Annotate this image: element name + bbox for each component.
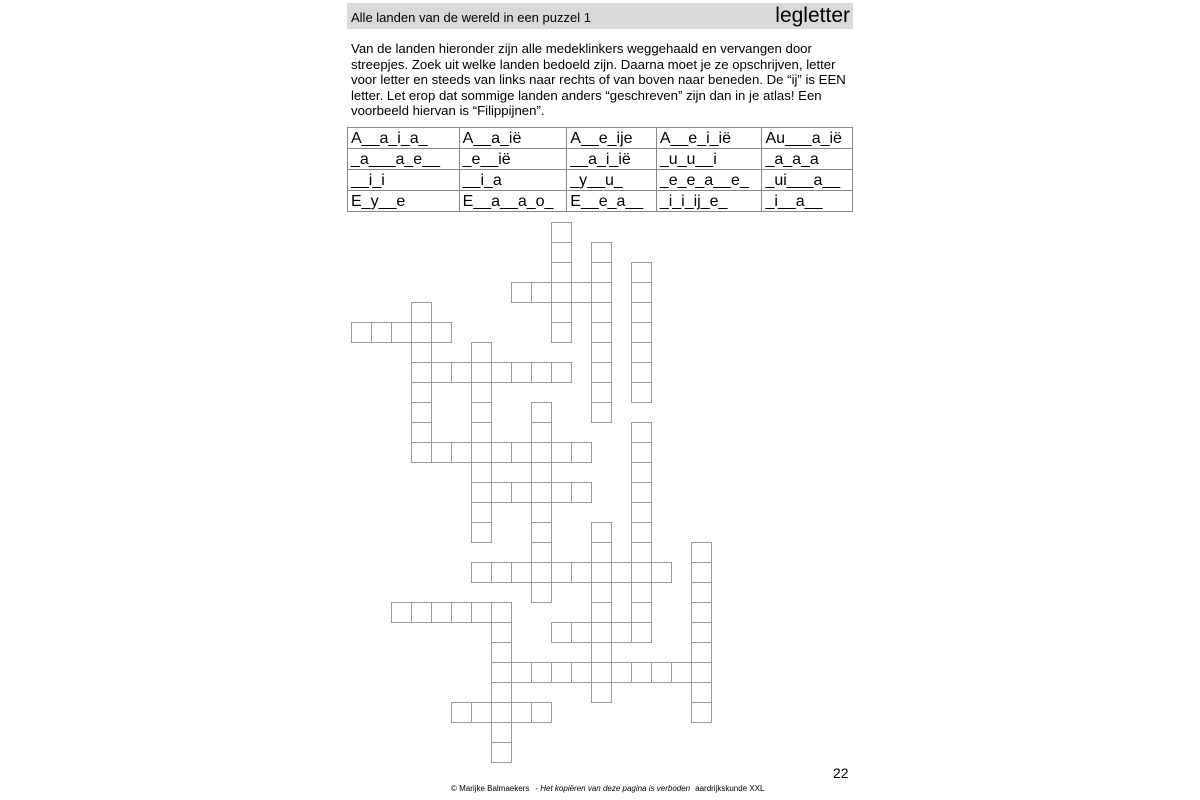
page-header — [347, 3, 853, 29]
crossword-cell[interactable] — [591, 282, 612, 303]
crossword-cell[interactable] — [591, 662, 612, 683]
crossword-cell[interactable] — [611, 622, 632, 643]
crossword-cell[interactable] — [631, 602, 652, 623]
crossword-cell[interactable] — [591, 342, 612, 363]
crossword-cell[interactable] — [591, 322, 612, 343]
crossword-cell[interactable] — [551, 262, 572, 283]
crossword-cell[interactable] — [491, 722, 512, 743]
clue-cell: _u_u__i — [656, 149, 762, 170]
clue-cell: _a_a_a — [762, 149, 853, 170]
page-number: 22 — [833, 765, 849, 781]
crossword-cell[interactable] — [531, 502, 552, 523]
copyright-text: © Marijke Balmaekers — [451, 784, 530, 793]
crossword-cell[interactable] — [431, 602, 452, 623]
clue-cell: _a___a_e__ — [348, 149, 460, 170]
clue-cell: _ui___a__ — [762, 170, 853, 191]
crossword-cell[interactable] — [631, 522, 652, 543]
crossword-cell[interactable] — [551, 442, 572, 463]
crossword-cell[interactable] — [491, 682, 512, 703]
crossword-cell[interactable] — [591, 382, 612, 403]
crossword-cell[interactable] — [471, 502, 492, 523]
crossword-cell[interactable] — [411, 602, 432, 623]
crossword-cell[interactable] — [591, 582, 612, 603]
crossword-cell[interactable] — [651, 562, 672, 583]
clue-cell: A__a_i_a_ — [348, 128, 460, 149]
crossword-cell[interactable] — [691, 642, 712, 663]
clue-cell: _i__a__ — [762, 191, 853, 212]
crossword-cell[interactable] — [551, 622, 572, 643]
crossword-cell[interactable] — [691, 682, 712, 703]
crossword-cell[interactable] — [571, 442, 592, 463]
crossword-cell[interactable] — [411, 442, 432, 463]
crossword-cell[interactable] — [631, 302, 652, 323]
crossword-cell[interactable] — [591, 242, 612, 263]
crossword-cell[interactable] — [431, 362, 452, 383]
crossword-cell[interactable] — [591, 562, 612, 583]
crossword-cell[interactable] — [451, 602, 472, 623]
clue-cell: _y__u_ — [567, 170, 657, 191]
crossword-cell[interactable] — [571, 282, 592, 303]
crossword-cell[interactable] — [691, 602, 712, 623]
clue-cell: E__e_a__ — [567, 191, 657, 212]
crossword-cell[interactable] — [471, 342, 492, 363]
crossword-cell[interactable] — [571, 562, 592, 583]
crossword-cell[interactable] — [451, 362, 472, 383]
crossword-cell[interactable] — [551, 362, 572, 383]
crossword-cell[interactable] — [491, 622, 512, 643]
crossword-cell[interactable] — [591, 362, 612, 383]
crossword-cell[interactable] — [491, 742, 512, 763]
crossword-cell[interactable] — [351, 322, 372, 343]
crossword-cell[interactable] — [531, 582, 552, 603]
crossword-cell[interactable] — [591, 522, 612, 543]
crossword-cell[interactable] — [631, 422, 652, 443]
crossword-cell[interactable] — [571, 662, 592, 683]
crossword-cell[interactable] — [471, 362, 492, 383]
crossword-cell[interactable] — [591, 542, 612, 563]
crossword-cell[interactable] — [511, 662, 532, 683]
crossword-cell[interactable] — [611, 562, 632, 583]
crossword-cell[interactable] — [511, 442, 532, 463]
crossword-cell[interactable] — [411, 422, 432, 443]
crossword-cell[interactable] — [551, 302, 572, 323]
crossword-cell[interactable] — [551, 222, 572, 243]
crossword-cell[interactable] — [571, 482, 592, 503]
clue-cell: E_y__e — [348, 191, 460, 212]
clue-cell: __i_a — [459, 170, 567, 191]
crossword-cell[interactable] — [411, 302, 432, 323]
crossword-cell[interactable] — [551, 662, 572, 683]
crossword-cell[interactable] — [531, 462, 552, 483]
crossword-cell[interactable] — [451, 442, 472, 463]
crossword-cell[interactable] — [531, 442, 552, 463]
crossword-cell[interactable] — [691, 582, 712, 603]
crossword-cell[interactable] — [491, 362, 512, 383]
crossword-cell[interactable] — [471, 462, 492, 483]
instructions-text: Van de landen hieronder zijn alle medeklinkers weggehaald en vervangen door streepjes. Zoek uit welke landen bedoeld zijn. Daarna moet je ze opschrijven, letter voor letter en steeds van links naar rechts of van boven naar beneden. De “ij” is EEN letter. Let erop dat sommige landen anders “geschreven” zijn dan in je atlas! Een voorbeeld hiervan is “Filippijnen”. — [351, 41, 846, 119]
clue-cell: _i_i_ij_e_ — [656, 191, 762, 212]
brand-label: legletter — [775, 4, 850, 27]
crossword-cell[interactable] — [511, 562, 532, 583]
crossword-cell[interactable] — [691, 702, 712, 723]
clue-cell: __i_i — [348, 170, 460, 191]
crossword-cell[interactable] — [531, 422, 552, 443]
crossword-cell[interactable] — [551, 242, 572, 263]
crossword-cell[interactable] — [511, 702, 532, 723]
crossword-cell[interactable] — [551, 562, 572, 583]
crossword-cell[interactable] — [551, 282, 572, 303]
crossword-cell[interactable] — [611, 662, 632, 683]
crossword-cell[interactable] — [691, 662, 712, 683]
crossword-cell[interactable] — [591, 602, 612, 623]
crossword-cell[interactable] — [471, 382, 492, 403]
copy-notice: - Het kopiëren van deze pagina is verboden — [535, 784, 691, 793]
crossword-cell[interactable] — [531, 702, 552, 723]
crossword-cell[interactable] — [391, 322, 412, 343]
crossword-cell[interactable] — [631, 662, 652, 683]
crossword-cell[interactable] — [531, 482, 552, 503]
crossword-cell[interactable] — [631, 342, 652, 363]
crossword-cell[interactable] — [591, 402, 612, 423]
crossword-cell[interactable] — [591, 622, 612, 643]
clue-row — [348, 149, 853, 170]
crossword-cell[interactable] — [551, 322, 572, 343]
crossword-cell[interactable] — [411, 362, 432, 383]
crossword-cell[interactable] — [631, 442, 652, 463]
crossword-cell[interactable] — [551, 482, 572, 503]
clue-table — [347, 127, 853, 212]
crossword-cell[interactable] — [531, 522, 552, 543]
crossword-cell[interactable] — [491, 702, 512, 723]
crossword-cell[interactable] — [411, 342, 432, 363]
crossword-cell[interactable] — [631, 582, 652, 603]
clue-cell: A__e_i_ië — [656, 128, 762, 149]
crossword-cell[interactable] — [631, 482, 652, 503]
clue-cell: A__a_ië — [459, 128, 567, 149]
clue-row — [348, 191, 853, 212]
crossword-cell[interactable] — [491, 662, 512, 683]
crossword-cell[interactable] — [631, 322, 652, 343]
worksheet-title: Alle landen van de wereld in een puzzel 1 — [351, 10, 591, 25]
crossword-cell[interactable] — [431, 442, 452, 463]
crossword-cell[interactable] — [631, 382, 652, 403]
crossword-cell[interactable] — [431, 322, 452, 343]
crossword-cell[interactable] — [491, 562, 512, 583]
crossword-cell[interactable] — [471, 422, 492, 443]
crossword-cell[interactable] — [471, 442, 492, 463]
crossword-cell[interactable] — [391, 602, 412, 623]
crossword-cell[interactable] — [631, 542, 652, 563]
crossword-cell[interactable] — [631, 562, 652, 583]
clue-row — [348, 170, 853, 191]
crossword-cell[interactable] — [591, 642, 612, 663]
crossword-cell[interactable] — [651, 662, 672, 683]
crossword-cell[interactable] — [491, 482, 512, 503]
crossword-cell[interactable] — [471, 702, 492, 723]
crossword-cell[interactable] — [531, 402, 552, 423]
crossword-cell[interactable] — [451, 702, 472, 723]
crossword-cell[interactable] — [471, 602, 492, 623]
crossword-cell[interactable] — [671, 662, 692, 683]
crossword-cell[interactable] — [631, 502, 652, 523]
crossword-cell[interactable] — [471, 562, 492, 583]
crossword-cell[interactable] — [491, 642, 512, 663]
clue-cell: __a_i_ië — [567, 149, 657, 170]
crossword-cell[interactable] — [531, 662, 552, 683]
crossword-cell[interactable] — [591, 262, 612, 283]
crossword-cell[interactable] — [571, 622, 592, 643]
clue-cell: A__e_ije — [567, 128, 657, 149]
crossword-cell[interactable] — [691, 542, 712, 563]
crossword-cell[interactable] — [511, 482, 532, 503]
clue-cell: _e_e_a__e_ — [656, 170, 762, 191]
crossword-cell[interactable] — [531, 562, 552, 583]
crossword-cell[interactable] — [631, 282, 652, 303]
clue-row — [348, 128, 853, 149]
crossword-cell[interactable] — [591, 682, 612, 703]
page-footer — [451, 784, 765, 793]
clue-cell: _e__ië — [459, 149, 567, 170]
crossword-cell[interactable] — [471, 482, 492, 503]
crossword-cell[interactable] — [631, 462, 652, 483]
crossword-cell[interactable] — [591, 302, 612, 323]
crossword-cell[interactable] — [411, 382, 432, 403]
crossword-cell[interactable] — [411, 402, 432, 423]
crossword-cell[interactable] — [531, 542, 552, 563]
clue-cell: E__a__a_o_ — [459, 191, 567, 212]
crossword-cell[interactable] — [491, 442, 512, 463]
crossword-cell[interactable] — [631, 622, 652, 643]
crossword-cell[interactable] — [511, 362, 532, 383]
crossword-cell[interactable] — [631, 362, 652, 383]
clue-cell: Au___a_ië — [762, 128, 853, 149]
crossword-cell[interactable] — [531, 282, 552, 303]
crossword-cell[interactable] — [691, 562, 712, 583]
crossword-cell[interactable] — [691, 622, 712, 643]
series-name: aardrijkskunde XXL — [695, 784, 765, 793]
crossword-cell[interactable] — [371, 322, 392, 343]
crossword-cell[interactable] — [471, 522, 492, 543]
crossword-cell[interactable] — [531, 362, 552, 383]
crossword-cell[interactable] — [631, 262, 652, 283]
crossword-cell[interactable] — [511, 282, 532, 303]
crossword-cell[interactable] — [491, 602, 512, 623]
crossword-cell[interactable] — [471, 402, 492, 423]
crossword-cell[interactable] — [411, 322, 432, 343]
